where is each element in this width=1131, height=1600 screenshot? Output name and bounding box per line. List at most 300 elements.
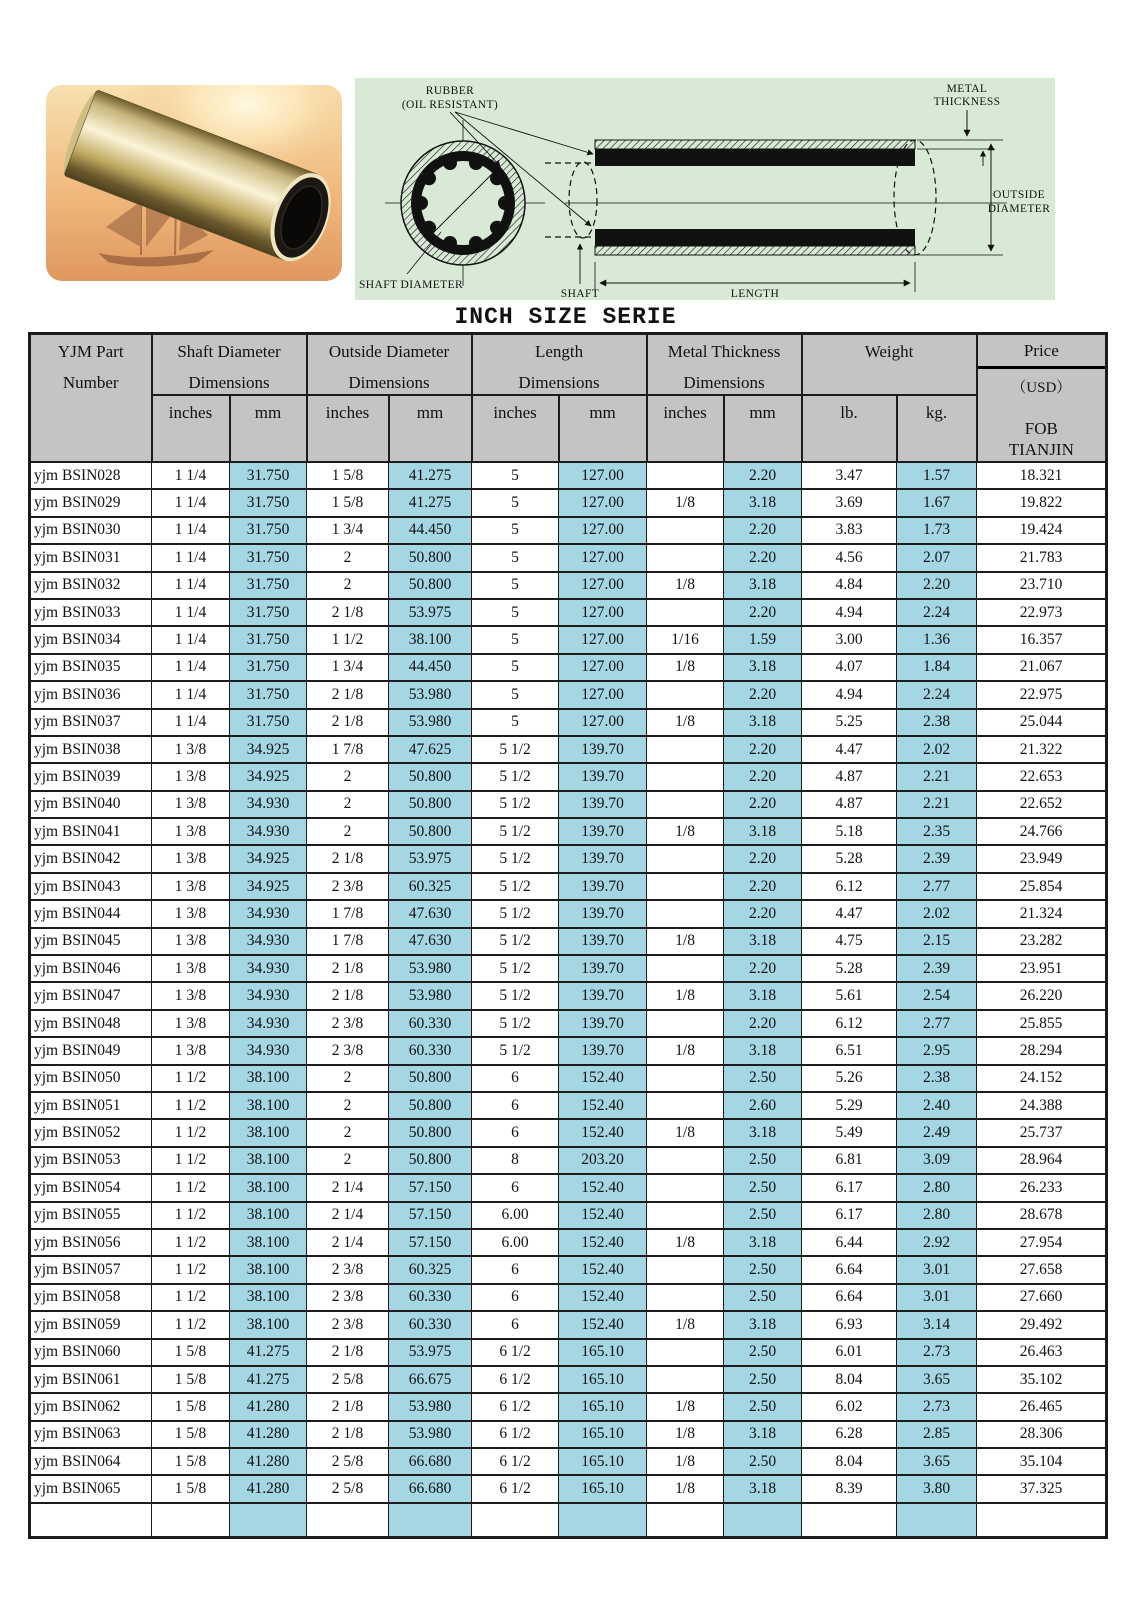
cell-length-mm: 165.10 (559, 1366, 647, 1393)
table-row (30, 845, 1107, 872)
cell-weight-lb: 3.69 (802, 489, 897, 516)
cell-weight-lb: 3.83 (802, 517, 897, 544)
cell-part: yjm BSIN033 (30, 599, 152, 626)
cell-mt-mm: 2.50 (724, 1339, 802, 1366)
cell-part: yjm BSIN031 (30, 544, 152, 571)
cell-shaft-mm: 31.750 (230, 709, 307, 736)
cell-part: yjm BSIN028 (30, 462, 152, 489)
cell-part: yjm BSIN045 (30, 928, 152, 955)
cell-od-inches: 2 1/8 (307, 1339, 389, 1366)
cell-od-mm: 50.800 (389, 1147, 472, 1174)
cell-part: yjm BSIN037 (30, 709, 152, 736)
cell-od-inches: 1 7/8 (307, 900, 389, 927)
cell-price: 25.855 (977, 1010, 1107, 1037)
cell-shaft-inches: 1 1/4 (152, 681, 230, 708)
cell-length-inches: 5 1/2 (472, 818, 559, 845)
cell-mt-mm: 2.50 (724, 1448, 802, 1475)
cell-shaft-mm: 34.930 (230, 791, 307, 818)
cell-mt-mm: 2.20 (724, 681, 802, 708)
cell-shaft-mm: 38.100 (230, 1311, 307, 1338)
cell-od-mm: 57.150 (389, 1174, 472, 1201)
cell-part: yjm BSIN029 (30, 489, 152, 516)
cell-length-mm: 127.00 (559, 462, 647, 489)
cell-shaft-mm: 31.750 (230, 572, 307, 599)
cell-od-mm: 50.800 (389, 544, 472, 571)
cell-price: 22.653 (977, 763, 1107, 790)
cell-length-mm: 152.40 (559, 1229, 647, 1256)
table-row (30, 517, 1107, 544)
cell-od-mm: 47.630 (389, 900, 472, 927)
cell-weight-lb: 6.44 (802, 1229, 897, 1256)
cell-od-inches: 1 5/8 (307, 462, 389, 489)
cell-mt-inches (647, 1010, 724, 1037)
cell-shaft-mm: 31.750 (230, 599, 307, 626)
cell-od-inches: 2 5/8 (307, 1366, 389, 1393)
header-unit-lb: lb. (802, 395, 897, 462)
cell-od-mm (389, 1503, 472, 1538)
cell-part: yjm BSIN030 (30, 517, 152, 544)
cell-mt-mm: 2.20 (724, 462, 802, 489)
cell-weight-kg: 2.73 (897, 1339, 977, 1366)
cell-mt-mm: 2.60 (724, 1092, 802, 1119)
cell-part: yjm BSIN058 (30, 1284, 152, 1311)
cell-od-inches: 2 (307, 572, 389, 599)
cell-mt-mm: 1.59 (724, 626, 802, 653)
cell-mt-mm: 3.18 (724, 1421, 802, 1448)
cell-part: yjm BSIN065 (30, 1475, 152, 1502)
cell-mt-mm: 2.50 (724, 1147, 802, 1174)
cell-shaft-inches: 1 1/4 (152, 489, 230, 516)
cell-weight-kg: 3.14 (897, 1311, 977, 1338)
cell-shaft-inches: 1 1/2 (152, 1092, 230, 1119)
cell-od-mm: 66.680 (389, 1475, 472, 1502)
cell-length-inches: 5 (472, 462, 559, 489)
cell-mt-inches (647, 1256, 724, 1283)
cell-shaft-mm: 41.280 (230, 1393, 307, 1420)
cell-price: 21.322 (977, 736, 1107, 763)
cell-od-mm: 57.150 (389, 1229, 472, 1256)
cell-shaft-inches: 1 1/2 (152, 1284, 230, 1311)
cell-od-mm: 53.980 (389, 1421, 472, 1448)
table-row (30, 709, 1107, 736)
cell-shaft-mm: 41.280 (230, 1421, 307, 1448)
cell-od-mm: 60.325 (389, 873, 472, 900)
cell-mt-inches (647, 1202, 724, 1229)
cell-price: 21.324 (977, 900, 1107, 927)
header-unit-shaft-inches: inches (152, 395, 230, 462)
cell-part: yjm BSIN032 (30, 572, 152, 599)
cell-mt-inches (647, 900, 724, 927)
cell-mt-inches: 1/8 (647, 1448, 724, 1475)
cell-shaft-inches: 1 1/4 (152, 654, 230, 681)
cell-mt-inches: 1/8 (647, 928, 724, 955)
table-row (30, 1147, 1107, 1174)
table-row (30, 900, 1107, 927)
cell-length-mm: 139.70 (559, 955, 647, 982)
cell-weight-kg: 2.92 (897, 1229, 977, 1256)
cell-price: 22.973 (977, 599, 1107, 626)
cell-od-mm: 66.680 (389, 1448, 472, 1475)
cell-shaft-mm: 38.100 (230, 1229, 307, 1256)
cell-shaft-inches: 1 1/4 (152, 626, 230, 653)
cell-mt-inches (647, 544, 724, 571)
cell-od-mm: 50.800 (389, 1092, 472, 1119)
cell-od-mm: 50.800 (389, 1119, 472, 1146)
cell-mt-inches: 1/8 (647, 1229, 724, 1256)
cell-price: 26.233 (977, 1174, 1107, 1201)
cell-od-mm: 60.330 (389, 1037, 472, 1064)
table-row (30, 1393, 1107, 1420)
cell-od-inches: 1 3/4 (307, 517, 389, 544)
cell-od-mm: 47.630 (389, 928, 472, 955)
cell-weight-kg: 2.54 (897, 982, 977, 1009)
cell-od-inches: 2 1/4 (307, 1229, 389, 1256)
dimension-diagram (355, 78, 1055, 300)
table-row (30, 1366, 1107, 1393)
cell-mt-inches: 1/8 (647, 709, 724, 736)
cell-od-mm: 53.975 (389, 845, 472, 872)
cell-price: 19.424 (977, 517, 1107, 544)
cell-weight-kg: 3.80 (897, 1475, 977, 1502)
cell-weight-kg: 2.38 (897, 709, 977, 736)
page-title: INCH SIZE SERIE (454, 304, 677, 330)
table-row (30, 599, 1107, 626)
cell-mt-inches (647, 873, 724, 900)
cell-weight-kg: 3.65 (897, 1366, 977, 1393)
cell-length-inches: 5 1/2 (472, 900, 559, 927)
cell-part: yjm BSIN056 (30, 1229, 152, 1256)
cell-mt-inches (647, 1174, 724, 1201)
cell-od-mm: 53.980 (389, 982, 472, 1009)
cell-weight-lb: 4.84 (802, 572, 897, 599)
cell-price: 28.678 (977, 1202, 1107, 1229)
cell-od-mm: 60.330 (389, 1284, 472, 1311)
cell-od-inches: 2 3/8 (307, 1256, 389, 1283)
cell-length-mm: 127.00 (559, 681, 647, 708)
cell-weight-lb: 4.47 (802, 736, 897, 763)
table-row (30, 1229, 1107, 1256)
cell-shaft-inches: 1 1/2 (152, 1202, 230, 1229)
cell-mt-mm: 2.20 (724, 517, 802, 544)
header-weight: Weight (802, 334, 977, 396)
cell-mt-inches: 1/8 (647, 982, 724, 1009)
cell-shaft-inches: 1 1/4 (152, 599, 230, 626)
cell-shaft-mm: 31.750 (230, 681, 307, 708)
cell-od-inches: 2 3/8 (307, 1010, 389, 1037)
cell-length-mm: 139.70 (559, 736, 647, 763)
cell-price: 25.854 (977, 873, 1107, 900)
cell-part: yjm BSIN059 (30, 1311, 152, 1338)
cell-length-inches: 6.00 (472, 1202, 559, 1229)
cell-weight-lb: 6.17 (802, 1174, 897, 1201)
cell-weight-kg: 1.67 (897, 489, 977, 516)
cell-od-inches: 2 (307, 1065, 389, 1092)
cell-mt-mm: 2.20 (724, 873, 802, 900)
table-row (30, 1311, 1107, 1338)
cell-od-inches: 2 1/8 (307, 599, 389, 626)
table-row (30, 1065, 1107, 1092)
cell-weight-kg: 3.09 (897, 1147, 977, 1174)
cell-length-mm: 139.70 (559, 928, 647, 955)
cell-length-inches: 5 1/2 (472, 763, 559, 790)
cell-weight-lb: 6.64 (802, 1256, 897, 1283)
cell-length-mm: 127.00 (559, 654, 647, 681)
cell-weight-kg: 2.07 (897, 544, 977, 571)
cell-length-inches: 5 (472, 709, 559, 736)
header-unit-mt-inches: inches (647, 395, 724, 462)
cell-mt-mm: 2.20 (724, 599, 802, 626)
cell-mt-mm: 3.18 (724, 709, 802, 736)
table-row (30, 681, 1107, 708)
cell-od-inches: 2 3/8 (307, 1284, 389, 1311)
cell-weight-lb: 8.04 (802, 1448, 897, 1475)
cell-weight-kg: 2.77 (897, 873, 977, 900)
cell-length-mm: 152.40 (559, 1065, 647, 1092)
cell-weight-kg: 2.02 (897, 900, 977, 927)
cell-price: 22.652 (977, 791, 1107, 818)
table-row (30, 1421, 1107, 1448)
header-unit-kg: kg. (897, 395, 977, 462)
cell-price: 35.102 (977, 1366, 1107, 1393)
cell-length-inches: 6 1/2 (472, 1393, 559, 1420)
cell-od-mm: 47.625 (389, 736, 472, 763)
metal-thickness-label-line2: THICKNESS (933, 96, 1001, 108)
header-price: Price （USD） FOB TIANJIN (977, 334, 1107, 463)
cell-part: yjm BSIN054 (30, 1174, 152, 1201)
header-unit-length-mm: mm (559, 395, 647, 462)
cell-shaft-inches: 1 5/8 (152, 1366, 230, 1393)
cell-part (30, 1503, 152, 1538)
cell-length-inches: 6 (472, 1092, 559, 1119)
cell-price: 27.954 (977, 1229, 1107, 1256)
cell-part: yjm BSIN034 (30, 626, 152, 653)
cell-mt-inches (647, 791, 724, 818)
cell-price: 26.463 (977, 1339, 1107, 1366)
cell-mt-inches (647, 763, 724, 790)
cell-length-mm: 165.10 (559, 1448, 647, 1475)
cell-mt-inches: 1/8 (647, 572, 724, 599)
cell-length-mm: 127.00 (559, 709, 647, 736)
cell-shaft-inches: 1 3/8 (152, 1037, 230, 1064)
metal-thickness-label-line1: METAL (946, 83, 988, 95)
header-unit-od-inches: inches (307, 395, 389, 462)
cell-length-mm: 152.40 (559, 1284, 647, 1311)
cell-weight-lb: 5.28 (802, 955, 897, 982)
cell-shaft-mm: 31.750 (230, 462, 307, 489)
cell-od-inches: 1 7/8 (307, 928, 389, 955)
cell-shaft-mm: 34.925 (230, 763, 307, 790)
cell-mt-mm: 2.20 (724, 900, 802, 927)
cell-length-inches: 5 (472, 654, 559, 681)
header-part-number: YJM Part Number (30, 334, 152, 463)
cell-length-mm: 139.70 (559, 818, 647, 845)
cell-weight-kg: 1.73 (897, 517, 977, 544)
cell-length-mm: 203.20 (559, 1147, 647, 1174)
cell-shaft-inches: 1 5/8 (152, 1475, 230, 1502)
cell-price: 24.388 (977, 1092, 1107, 1119)
cell-od-inches: 2 3/8 (307, 1037, 389, 1064)
cell-length-mm: 139.70 (559, 1037, 647, 1064)
cell-weight-kg: 3.65 (897, 1448, 977, 1475)
cell-length-mm (559, 1503, 647, 1538)
cell-length-mm: 152.40 (559, 1202, 647, 1229)
cell-part: yjm BSIN057 (30, 1256, 152, 1283)
cell-weight-kg: 2.73 (897, 1393, 977, 1420)
cell-shaft-mm: 34.925 (230, 736, 307, 763)
cell-part: yjm BSIN046 (30, 955, 152, 982)
cell-length-inches: 6 1/2 (472, 1448, 559, 1475)
cell-shaft-mm: 34.930 (230, 900, 307, 927)
table-row (30, 489, 1107, 516)
table-row (30, 1092, 1107, 1119)
cell-od-inches: 2 1/8 (307, 1393, 389, 1420)
cell-price: 35.104 (977, 1448, 1107, 1475)
cell-price: 29.492 (977, 1311, 1107, 1338)
table-row (30, 572, 1107, 599)
cell-mt-inches (647, 517, 724, 544)
cell-mt-inches (647, 1366, 724, 1393)
header-unit-length-inches: inches (472, 395, 559, 462)
cell-weight-kg: 1.36 (897, 626, 977, 653)
cell-od-inches: 1 7/8 (307, 736, 389, 763)
cell-price: 28.306 (977, 1421, 1107, 1448)
cell-od-inches: 2 (307, 1147, 389, 1174)
cell-mt-mm: 3.18 (724, 572, 802, 599)
cell-mt-inches (647, 1503, 724, 1538)
shaft-diameter-label: SHAFT DIAMETER (359, 279, 464, 291)
cell-price: 26.220 (977, 982, 1107, 1009)
cell-length-inches: 6 1/2 (472, 1339, 559, 1366)
cell-price: 18.321 (977, 462, 1107, 489)
product-photo (46, 85, 342, 281)
cell-price: 23.951 (977, 955, 1107, 982)
cell-weight-kg: 2.39 (897, 955, 977, 982)
cell-od-inches (307, 1503, 389, 1538)
cell-length-inches: 6 (472, 1311, 559, 1338)
cell-shaft-inches: 1 1/4 (152, 544, 230, 571)
cell-part: yjm BSIN041 (30, 818, 152, 845)
cell-part: yjm BSIN038 (30, 736, 152, 763)
cell-part: yjm BSIN051 (30, 1092, 152, 1119)
cell-shaft-mm: 38.100 (230, 1284, 307, 1311)
cell-mt-inches (647, 1339, 724, 1366)
cell-length-mm: 152.40 (559, 1174, 647, 1201)
cell-length-mm: 165.10 (559, 1393, 647, 1420)
cell-weight-lb: 4.87 (802, 763, 897, 790)
cell-od-mm: 60.330 (389, 1311, 472, 1338)
cell-weight-kg: 2.95 (897, 1037, 977, 1064)
table-row (30, 763, 1107, 790)
cell-length-mm: 165.10 (559, 1339, 647, 1366)
cell-shaft-inches: 1 3/8 (152, 1010, 230, 1037)
cell-od-inches: 2 1/8 (307, 1421, 389, 1448)
cell-shaft-mm: 31.750 (230, 544, 307, 571)
table-row (30, 736, 1107, 763)
cell-od-mm: 50.800 (389, 791, 472, 818)
cell-od-mm: 60.325 (389, 1256, 472, 1283)
cell-weight-kg: 2.49 (897, 1119, 977, 1146)
cell-od-inches: 2 1/4 (307, 1174, 389, 1201)
cell-od-inches: 2 (307, 791, 389, 818)
cell-part: yjm BSIN055 (30, 1202, 152, 1229)
cell-shaft-inches: 1 3/8 (152, 900, 230, 927)
cell-mt-inches (647, 1147, 724, 1174)
cell-weight-kg: 2.24 (897, 681, 977, 708)
cell-mt-mm (724, 1503, 802, 1538)
header-unit-shaft-mm: mm (230, 395, 307, 462)
cell-weight-kg: 2.15 (897, 928, 977, 955)
cell-mt-mm: 3.18 (724, 1229, 802, 1256)
cell-length-mm: 139.70 (559, 1010, 647, 1037)
cell-mt-mm: 3.18 (724, 1311, 802, 1338)
cell-part: yjm BSIN050 (30, 1065, 152, 1092)
cell-od-mm: 50.800 (389, 572, 472, 599)
cell-weight-kg: 2.24 (897, 599, 977, 626)
cell-weight-lb: 6.12 (802, 873, 897, 900)
header-shaft-diameter: Shaft Diameter Dimensions (152, 334, 307, 396)
cell-length-mm: 152.40 (559, 1092, 647, 1119)
cell-mt-mm: 2.20 (724, 955, 802, 982)
cell-part: yjm BSIN063 (30, 1421, 152, 1448)
cell-mt-mm: 2.50 (724, 1065, 802, 1092)
cell-weight-lb: 4.87 (802, 791, 897, 818)
cell-weight-lb: 6.51 (802, 1037, 897, 1064)
cell-part: yjm BSIN039 (30, 763, 152, 790)
cell-price: 16.357 (977, 626, 1107, 653)
cell-price: 24.152 (977, 1065, 1107, 1092)
cell-length-mm: 139.70 (559, 982, 647, 1009)
cell-weight-lb: 6.81 (802, 1147, 897, 1174)
cell-shaft-inches: 1 1/2 (152, 1147, 230, 1174)
cell-mt-mm: 2.20 (724, 845, 802, 872)
cell-od-mm: 41.275 (389, 462, 472, 489)
cell-weight-lb: 6.64 (802, 1284, 897, 1311)
cell-weight-lb: 5.25 (802, 709, 897, 736)
cell-part: yjm BSIN035 (30, 654, 152, 681)
cell-shaft-mm: 41.280 (230, 1448, 307, 1475)
cell-shaft-inches: 1 3/8 (152, 736, 230, 763)
cell-shaft-mm: 38.100 (230, 1174, 307, 1201)
cell-length-mm: 139.70 (559, 900, 647, 927)
cell-od-mm: 44.450 (389, 654, 472, 681)
cell-od-inches: 2 (307, 1119, 389, 1146)
cell-length-inches: 6 (472, 1174, 559, 1201)
cell-mt-mm: 2.20 (724, 544, 802, 571)
cell-mt-mm: 3.18 (724, 654, 802, 681)
cell-shaft-mm: 34.925 (230, 845, 307, 872)
cell-weight-kg: 2.21 (897, 791, 977, 818)
cell-shaft-mm: 38.100 (230, 1065, 307, 1092)
cell-od-inches: 1 3/4 (307, 654, 389, 681)
cell-od-inches: 2 (307, 818, 389, 845)
cell-mt-mm: 3.18 (724, 1119, 802, 1146)
cell-length-inches: 6 1/2 (472, 1421, 559, 1448)
cell-shaft-mm: 38.100 (230, 1256, 307, 1283)
cell-weight-lb: 4.75 (802, 928, 897, 955)
cell-price: 21.783 (977, 544, 1107, 571)
cell-weight-lb: 3.00 (802, 626, 897, 653)
cell-length-mm: 127.00 (559, 544, 647, 571)
cell-od-inches: 2 (307, 763, 389, 790)
cell-length-inches: 5 1/2 (472, 791, 559, 818)
table-row (30, 544, 1107, 571)
cell-weight-lb: 4.94 (802, 681, 897, 708)
cell-length-mm: 127.00 (559, 626, 647, 653)
cell-od-mm: 53.975 (389, 1339, 472, 1366)
cell-shaft-inches: 1 1/2 (152, 1065, 230, 1092)
length-label: LENGTH (730, 288, 780, 300)
cell-shaft-inches: 1 3/8 (152, 982, 230, 1009)
